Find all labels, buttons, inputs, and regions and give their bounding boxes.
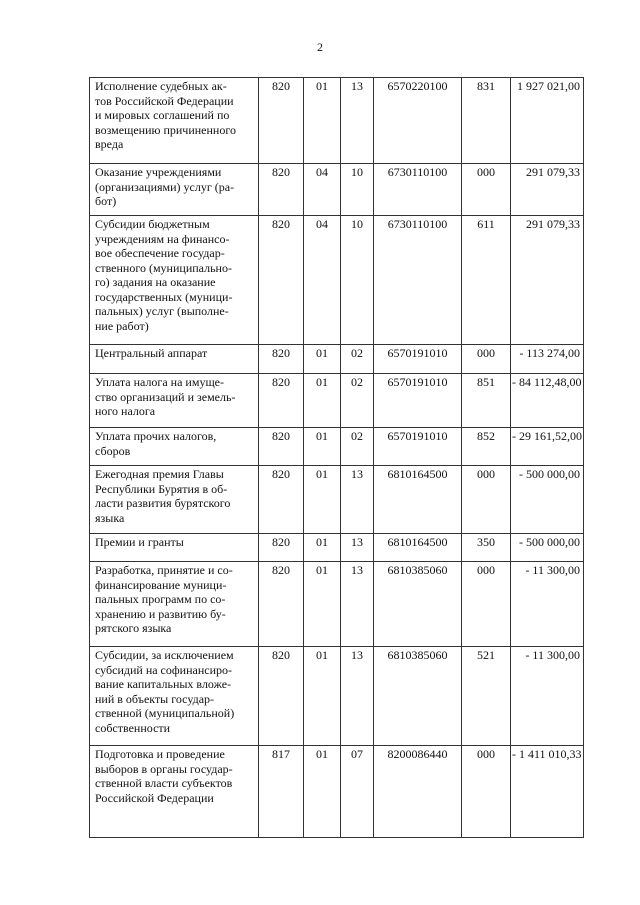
row-name: Подготовка и проведение выборов в органы государ- ственной власти субъектов Российской Федерации (95, 747, 233, 805)
table-row (90, 345, 584, 374)
amount: - 1 411 010,33 (511, 746, 584, 838)
section-code: 01 (304, 647, 341, 746)
table-row (90, 746, 584, 838)
row-name-cell (90, 534, 259, 562)
expense-type-code: 000 (462, 562, 511, 647)
table-row (90, 562, 584, 647)
expense-type-code: 831 (462, 78, 511, 164)
target-item-code: 6810164500 (374, 466, 462, 534)
amount: - 29 161,52,00 (511, 428, 584, 466)
ministry-code: 820 (259, 345, 304, 374)
target-item-code: 6730110100 (374, 164, 462, 216)
section-code: 01 (304, 374, 341, 428)
target-item-code: 6730110100 (374, 216, 462, 345)
ministry-code: 820 (259, 562, 304, 647)
target-item-code: 6570191010 (374, 345, 462, 374)
subsection-code: 02 (341, 345, 374, 374)
row-name: Премии и гранты (95, 535, 184, 549)
expense-type-code: 000 (462, 345, 511, 374)
ministry-code: 820 (259, 374, 304, 428)
expense-type-code: 000 (462, 466, 511, 534)
table-row (90, 78, 584, 164)
amount: - 84 112,48,00 (511, 374, 584, 428)
subsection-code: 02 (341, 374, 374, 428)
subsection-code: 13 (341, 562, 374, 647)
subsection-code: 13 (341, 78, 374, 164)
subsection-code: 13 (341, 534, 374, 562)
ministry-code: 820 (259, 428, 304, 466)
ministry-code: 820 (259, 466, 304, 534)
budget-table (89, 77, 584, 838)
table-row (90, 647, 584, 746)
row-name: Уплата прочих налогов, сборов (95, 429, 217, 458)
amount: - 500 000,00 (511, 534, 584, 562)
row-name-cell (90, 562, 259, 647)
row-name-cell (90, 428, 259, 466)
subsection-code: 10 (341, 164, 374, 216)
subsection-code: 10 (341, 216, 374, 345)
row-name: Субсидии бюджетным учреждениям на финансо- вое обеспечение государ- ственного (муниципально- го) задания на оказание государственных (муници- пальных) услуг (выполне- ние работ) (95, 217, 233, 333)
ministry-code: 820 (259, 647, 304, 746)
row-name-cell (90, 466, 259, 534)
expense-type-code: 000 (462, 164, 511, 216)
section-code: 01 (304, 466, 341, 534)
ministry-code: 820 (259, 78, 304, 164)
row-name: Субсидии, за исключением субсидий на софинансиро- вание капитальных вложе- ний в объекты государ- ственной (муниципальной) собственности (95, 648, 235, 735)
subsection-code: 13 (341, 647, 374, 746)
target-item-code: 8200086440 (374, 746, 462, 838)
expense-type-code: 852 (462, 428, 511, 466)
ministry-code: 820 (259, 534, 304, 562)
subsection-code: 02 (341, 428, 374, 466)
target-item-code: 6570191010 (374, 374, 462, 428)
amount: - 11 300,00 (511, 647, 584, 746)
ministry-code: 820 (259, 164, 304, 216)
target-item-code: 6570220100 (374, 78, 462, 164)
amount: 291 079,33 (511, 164, 584, 216)
amount: - 11 300,00 (511, 562, 584, 647)
table-row (90, 216, 584, 345)
row-name-cell (90, 746, 259, 838)
target-item-code: 6810164500 (374, 534, 462, 562)
row-name-cell (90, 345, 259, 374)
amount: 291 079,33 (511, 216, 584, 345)
table-row (90, 466, 584, 534)
amount: - 113 274,00 (511, 345, 584, 374)
row-name: Исполнение судебных ак- тов Российской Федерации и мировых соглашений по возмещению причиненного вреда (95, 79, 236, 151)
section-code: 01 (304, 78, 341, 164)
target-item-code: 6810385060 (374, 647, 462, 746)
section-code: 01 (304, 562, 341, 647)
row-name: Разработка, принятие и со- финансирование муници- пальных программ по со- хранению и развитию бу- рятского языка (95, 563, 233, 635)
row-name-cell (90, 78, 259, 164)
amount: 1 927 021,00 (511, 78, 584, 164)
section-code: 01 (304, 345, 341, 374)
section-code: 01 (304, 428, 341, 466)
table-row (90, 428, 584, 466)
expense-type-code: 851 (462, 374, 511, 428)
budget-table-body (90, 78, 584, 838)
section-code: 04 (304, 216, 341, 345)
page-number: 2 (317, 40, 323, 54)
row-name: Оказание учреждениями (организациями) услуг (ра- бот) (95, 165, 235, 208)
row-name-cell (90, 374, 259, 428)
expense-type-code: 350 (462, 534, 511, 562)
row-name: Уплата налога на имуще- ство организаций и земель- ного налога (95, 375, 236, 418)
section-code: 01 (304, 534, 341, 562)
expense-type-code: 521 (462, 647, 511, 746)
ministry-code: 817 (259, 746, 304, 838)
section-code: 04 (304, 164, 341, 216)
expense-type-code: 000 (462, 746, 511, 838)
target-item-code: 6810385060 (374, 562, 462, 647)
row-name: Центральный аппарат (95, 346, 208, 360)
target-item-code: 6570191010 (374, 428, 462, 466)
table-row (90, 374, 584, 428)
section-code: 01 (304, 746, 341, 838)
subsection-code: 07 (341, 746, 374, 838)
expense-type-code: 611 (462, 216, 511, 345)
row-name: Ежегодная премия Главы Республики Бурятия в об- ласти развития бурятского языка (95, 467, 231, 525)
row-name-cell (90, 164, 259, 216)
subsection-code: 13 (341, 466, 374, 534)
ministry-code: 820 (259, 216, 304, 345)
row-name-cell (90, 216, 259, 345)
amount: - 500 000,00 (511, 466, 584, 534)
table-row (90, 164, 584, 216)
table-row (90, 534, 584, 562)
row-name-cell (90, 647, 259, 746)
